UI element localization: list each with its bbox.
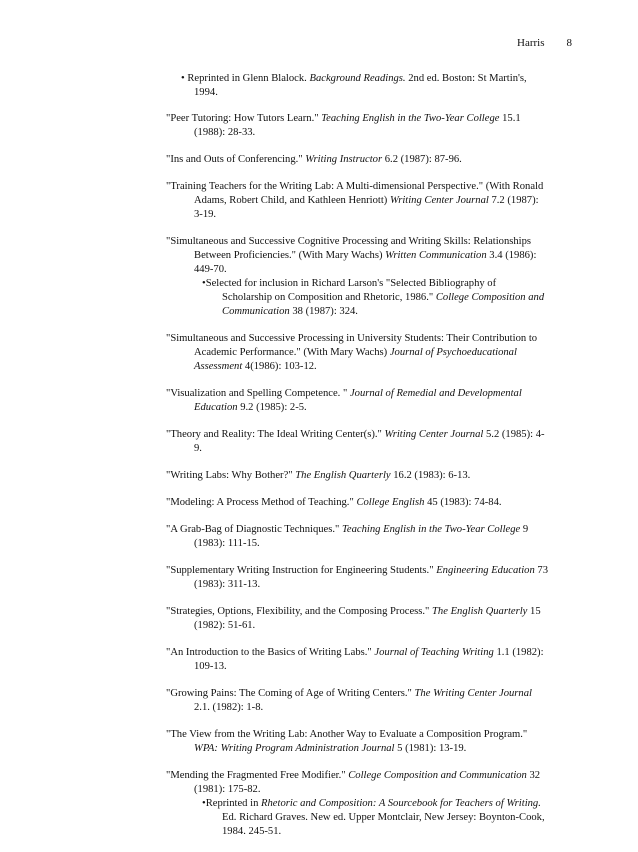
bibliography-entry: "Supplementary Writing Instruction for Engineering Students." Engineering Education 73 (1983): 311-13. <box>166 565 548 590</box>
bibliography-entry: "Peer Tutoring: How Tutors Learn." Teaching English in the Two-Year College 15.1 (1988): 28-33. <box>166 113 521 138</box>
author-name: Harris <box>517 37 545 49</box>
journal-title: The Writing Center Journal <box>414 688 532 699</box>
bibliography-entry: "Simultaneous and Successive Processing in University Students: Their Contribution to Academic Performance." (With Mary Wachs) Journal of Psychoeducational Assessment 4(1986): 103-12. <box>166 333 538 372</box>
bibliography-entry: "Strategies, Options, Flexibility, and the Composing Process." The English Quarterly 15 (1982): 51-61. <box>166 606 541 631</box>
journal-title: WPA: Writing Program Administration Journal <box>194 743 395 754</box>
bibliography-entry: "Theory and Reality: The Ideal Writing Center(s)." Writing Center Journal 5.2 (1985): 4-9. <box>166 429 545 454</box>
page-number: 8 <box>566 37 572 49</box>
reprint-note: •Reprinted in Rhetoric and Composition: A Sourcebook for Teachers of Writing. Ed. Richard Graves. New ed. Upper Montclair, New Jersey: Boynton-Cook, 1984. 245-51. <box>202 798 545 837</box>
journal-title: Teaching English in the Two-Year College <box>321 113 500 124</box>
journal-title: Teaching English in the Two-Year College <box>342 524 521 535</box>
bibliography-list <box>166 72 548 852</box>
journal-title: The English Quarterly <box>295 470 391 481</box>
bibliography-entry: "Growing Pains: The Coming of Age of Writing Centers." The Writing Center Journal 2.1. (1982): 1-8. <box>166 688 532 713</box>
journal-title: Writing Center Journal <box>384 429 484 440</box>
journal-title: Rhetoric and Composition: A Sourcebook for Teachers of Writing. <box>261 798 541 809</box>
journal-title: Writing Center Journal <box>389 195 489 206</box>
running-header <box>517 36 572 50</box>
bibliography-entry: "Writing Labs: Why Bother?" The English Quarterly 16.2 (1983): 6-13. <box>166 470 471 481</box>
bibliography-entry: "A Grab-Bag of Diagnostic Techniques." Teaching English in the Two-Year College 9 (1983): 111-15. <box>166 524 529 549</box>
bibliography-entry: "Mending the Fragmented Free Modifier." College Composition and Communication 32 (1981): 175-82. •Reprinted in Rhetoric and Composition: A Sourcebook for Teachers of Writing. Ed. Richard Graves. New ed. Upper Montclair, New Jersey: Boynton-Cook, 1984. 245-51. <box>166 769 548 839</box>
bibliography-entry: "Training Teachers for the Writing Lab: A Multi-dimensional Perspective." (With Ronald Adams, Robert Child, and Kathleen Henriott) Writing Center Journal 7.2 (1987): 3-19. <box>166 181 544 220</box>
journal-title: Journal of Psychoeducational Assessment <box>194 347 517 372</box>
journal-title: Written Communication <box>385 250 487 261</box>
journal-title: College Composition and Communication <box>222 292 545 317</box>
bibliography-entry: • Reprinted in Glenn Blalock. Background Readings. 2nd ed. Boston: St Martin's, 1994. <box>181 73 527 98</box>
bibliography-entry: "Visualization and Spelling Competence. " Journal of Remedial and Developmental Education 9.2 (1985): 2-5. <box>166 388 522 413</box>
journal-title: Engineering Education <box>436 565 535 576</box>
reprint-note: •Selected for inclusion in Richard Larson's "Selected Bibliography of Scholarship on Composition and Rhetoric, 1986." College Composition and Communication 38 (1987): 324. <box>202 278 545 317</box>
journal-title: Journal of Remedial and Developmental Education <box>194 388 522 413</box>
journal-title: Journal of Teaching Writing <box>374 647 494 658</box>
bibliography-entry: "Simultaneous and Successive Cognitive Processing and Writing Skills: Relationships Between Proficiencies." (With Mary Wachs) Written Communication 3.4 (1986): 449-70. •Selected for inclusion in Richard Larson's "Selected Bibliography of Scholarship on Composition and Rhetoric, 1986." College Composition and Communication 38 (1987): 324. <box>166 235 548 319</box>
bibliography-entry: "An Introduction to the Basics of Writing Labs." Journal of Teaching Writing 1.1 (1982): 109-13. <box>166 647 544 672</box>
journal-title: College English <box>356 497 425 508</box>
bibliography-entry: "The View from the Writing Lab: Another Way to Evaluate a Composition Program." WPA: Writing Program Administration Journal 5 (1981): 13-19. <box>166 729 528 754</box>
bibliography-entry: "Modeling: A Process Method of Teaching." College English 45 (1983): 74-84. <box>166 497 502 508</box>
journal-title: Writing Instructor <box>305 154 383 165</box>
bibliography-entry: "Ins and Outs of Conferencing." Writing Instructor 6.2 (1987): 87-96. <box>166 154 462 165</box>
journal-title: College Composition and Communication <box>348 770 527 781</box>
journal-title: The English Quarterly <box>432 606 528 617</box>
journal-title: Background Readings. <box>309 73 406 84</box>
